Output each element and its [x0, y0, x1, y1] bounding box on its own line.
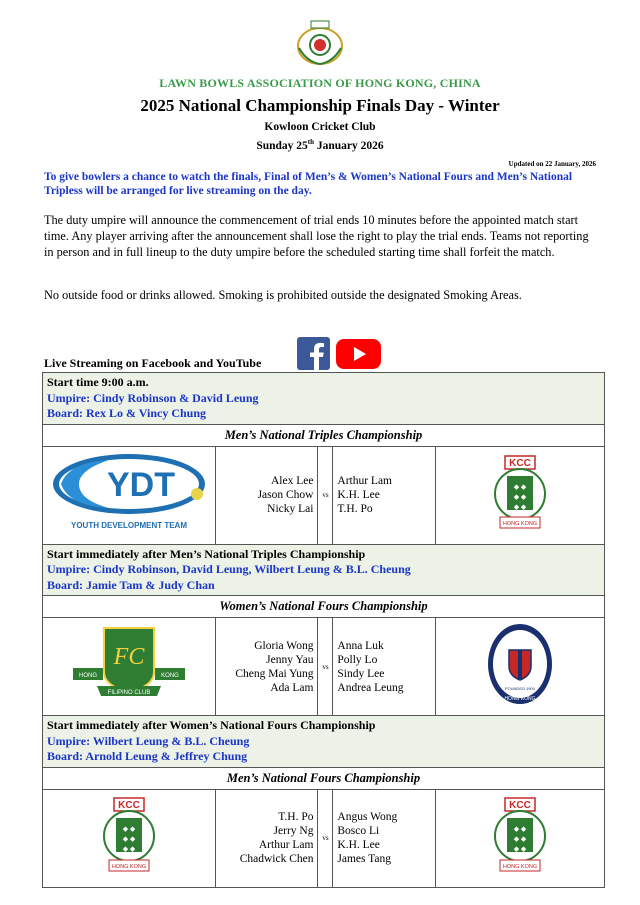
svg-text:HONG KONG: HONG KONG — [111, 863, 147, 870]
player-name: Jenny Yau — [266, 653, 314, 666]
association-logo — [295, 18, 345, 68]
right-team-players — [333, 446, 435, 544]
page-title: 2025 National Championship Finals Day - Winter — [140, 96, 500, 115]
start-time: Start immediately after Women’s National Fours Championship — [47, 718, 376, 732]
player-name: Jerry Ng — [273, 825, 314, 837]
team-logo-right — [435, 446, 604, 544]
trial-ends-rules: The duty umpire will announce the commencement of trial ends 10 minutes before the appointed match start time. Any player arriving after the announcement shall lose the right to play the trial ends. Teams not reporting in person and in full lineup to the duty umpire before the scheduled starting time shall forfeit the match. — [44, 213, 589, 259]
svg-text:◆ ◆: ◆ ◆ — [513, 844, 527, 853]
svg-text:◆ ◆: ◆ ◆ — [513, 834, 527, 843]
right-team-players — [333, 789, 435, 887]
svg-text:KONG: KONG — [161, 673, 179, 679]
svg-text:◆ ◆: ◆ ◆ — [122, 844, 136, 853]
left-team-players — [215, 618, 318, 716]
session-info — [43, 373, 605, 425]
umpire: Umpire: Cindy Robinson & David Leung — [47, 390, 259, 405]
player-name: Nicky Lai — [267, 503, 314, 515]
svg-text:HONG KONG: HONG KONG — [502, 863, 538, 870]
umpire: Umpire: Cindy Robinson, David Leung, Wilbert Leung & B.L. Cheung — [47, 562, 411, 576]
svg-text:◆ ◆: ◆ ◆ — [122, 824, 136, 833]
kcc-logo — [485, 454, 555, 532]
svg-text:FILIPINO CLUB: FILIPINO CLUB — [107, 690, 151, 696]
player-name: Polly Lo — [337, 653, 378, 666]
player-name: Cheng Mai Yung — [235, 667, 314, 680]
svg-text:HONG KONG: HONG KONG — [502, 520, 538, 527]
ydt-logo — [49, 450, 209, 535]
event-date: Sunday 25th January 2026 — [256, 138, 384, 152]
team-logo-left — [43, 446, 216, 544]
board: Board: Rex Lo & Vincy Chung — [47, 406, 207, 420]
svg-text:HONG: HONG — [78, 673, 97, 679]
venue: Kowloon Cricket Club — [264, 121, 376, 133]
svg-text:FC: FC — [113, 644, 145, 670]
facebook-icon[interactable] — [297, 337, 330, 370]
session-info — [43, 716, 605, 768]
team-logo-left — [43, 789, 216, 887]
player-name: K.H. Lee — [337, 489, 380, 501]
updated-date: Updated on 22 January, 2026 — [508, 160, 596, 168]
vs-label: vs — [318, 618, 333, 716]
player-name: Andrea Leung — [337, 681, 404, 694]
live-streaming-label: Live Streaming on Facebook and YouTube — [44, 356, 262, 370]
championship-title: Men’s National Triples Championship — [43, 424, 605, 446]
svg-text:FOUNDED 1900: FOUNDED 1900 — [505, 686, 535, 691]
start-time: Start immediately after Men’s National Triples Championship — [47, 546, 366, 561]
player-name: Arthur Lam — [337, 475, 392, 487]
svg-text:YDT: YDT — [106, 466, 175, 504]
player-name: Arthur Lam — [258, 839, 314, 851]
board: Board: Arnold Leung & Jeffrey Chung — [47, 749, 248, 763]
player-name: T.H. Po — [278, 811, 314, 823]
player-name: James Tang — [337, 853, 391, 865]
player-name: Angus Wong — [337, 811, 398, 823]
player-name: T.H. Po — [337, 503, 373, 515]
session-info — [43, 544, 605, 596]
player-name: Gloria Wong — [254, 639, 314, 652]
food-smoking-rules: No outside food or drinks allowed. Smoking is prohibited outside the designated Smoking Areas. — [44, 288, 522, 302]
svg-text:◆ ◆: ◆ ◆ — [513, 824, 527, 833]
player-name: Ada Lam — [270, 681, 314, 694]
player-name: Alex Lee — [271, 475, 314, 487]
championship-title: Men’s National Fours Championship — [43, 767, 605, 789]
svg-text:HONG KONG: HONG KONG — [504, 696, 536, 702]
player-name: Sindy Lee — [337, 667, 385, 680]
player-name: Chadwick Chen — [239, 853, 314, 865]
kcc-logo — [485, 796, 555, 876]
youtube-icon[interactable] — [336, 339, 381, 369]
schedule-table — [42, 372, 605, 888]
vs-label: vs — [318, 446, 333, 544]
kcc-logo — [94, 796, 164, 876]
organization-name: LAWN BOWLS ASSOCIATION OF HONG KONG, CHINA — [159, 76, 481, 90]
right-team-players — [333, 618, 435, 716]
vs-label: vs — [318, 789, 333, 887]
filipino-club-logo — [69, 624, 189, 704]
streaming-notice: To give bowlers a chance to watch the finals, Final of Men’s & Women’s National Fours and Men’s National Tripless will be arranged for live streaming on the day. — [44, 171, 573, 197]
svg-text:KCC: KCC — [509, 799, 531, 811]
left-team-players — [215, 789, 318, 887]
svg-text:KCC: KCC — [118, 799, 140, 811]
player-name: Anna Luk — [337, 639, 384, 652]
team-logo-right — [435, 789, 604, 887]
player-name: Bosco Li — [337, 825, 380, 837]
left-team-players — [215, 446, 318, 544]
player-name: Jason Chow — [257, 489, 314, 501]
kbgc-logo — [485, 622, 555, 706]
svg-text:KCC: KCC — [509, 457, 531, 469]
championship-title: Women’s National Fours Championship — [43, 596, 605, 618]
svg-text:◆ ◆: ◆ ◆ — [513, 502, 527, 511]
svg-text:◆ ◆: ◆ ◆ — [513, 482, 527, 491]
team-logo-right — [435, 618, 604, 716]
team-logo-left — [43, 618, 216, 716]
svg-text:◆ ◆: ◆ ◆ — [122, 834, 136, 843]
start-time: Start time 9:00 a.m. — [47, 375, 149, 389]
player-name: K.H. Lee — [337, 839, 380, 851]
svg-text:◆ ◆: ◆ ◆ — [513, 492, 527, 501]
board: Board: Jamie Tam & Judy Chan — [47, 577, 215, 592]
svg-text:YOUTH DEVELOPMENT TEAM: YOUTH DEVELOPMENT TEAM — [70, 521, 187, 530]
umpire: Umpire: Wilbert Leung & B.L. Cheung — [47, 733, 250, 748]
